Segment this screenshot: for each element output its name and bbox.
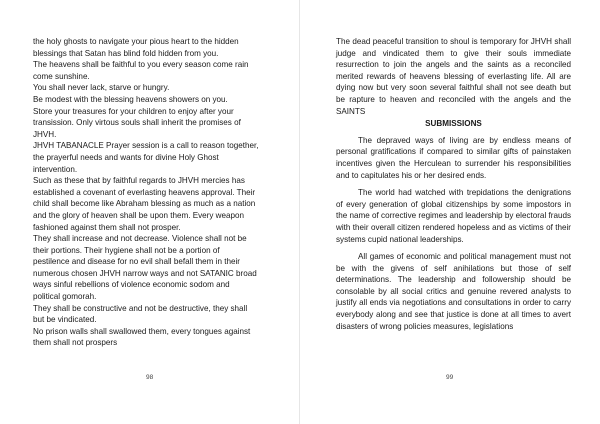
section-heading: SUBMISSIONS (425, 119, 482, 129)
left-line: their portions. Their hygiene shall not be a portion of (33, 245, 220, 255)
right-paragraph: All games of economic and political management must not be with the givens of self anihilations but those of self determinations. The leadership and followership should be consolable by all social critics and genuine revered analysts to justify all ends via negotiations and consultations in order to carry everybody along and see that justice is done at all times to avert disasters of wrong policies measures, legislations (336, 252, 571, 331)
left-line: Store your treasures for your children to enjoy after your (33, 106, 234, 116)
page-number-right: 99 (446, 374, 454, 381)
right-paragraph: The depraved ways of living are by endless means of personal gratifications if compared to similar gifts of painstaken incentives given the Herculean to surrender his responsibilities and to capitulates his or her desired ends. (336, 135, 571, 180)
left-line: They shall increase and not decrease. Violence shall not be (33, 234, 247, 244)
left-line: intervention. (33, 164, 78, 174)
left-line: political gomorah. (33, 292, 97, 302)
left-line: established a covenant of everlasting heavens approval. Their (33, 187, 256, 197)
right-intro-paragraph: The dead peaceful transition to shoul is temporary for JHVH shall judge and vindicated them to give their souls immediate resurrection to join the angels and the saints as a reconciled merited rewards of heavens blessing of everlasting life. All are dying now but very soon several faithful shall not see death but be rapture to heaven and reconciled with the angels and the SAINTS (336, 37, 571, 116)
left-line: No prison walls shall swallowed them, every tongues against (33, 326, 251, 336)
left-line: the prayerful needs and wants for divine Holy Ghost (33, 152, 219, 162)
page-number-left: 98 (146, 374, 154, 381)
left-line: They shall be constructive and not be destructive, they shall (33, 303, 248, 313)
left-line: fashioned against them shall not prosper. (33, 222, 181, 232)
left-line: the holy ghosts to navigate your pious heart to the hidden (33, 37, 239, 46)
left-line: The heavens shall be faithful to you every season come rain (33, 60, 249, 70)
left-line: numerous chosen JHVH narrow ways and not SATANIC broad (33, 268, 257, 278)
right-paragraph: The world had watched with trepidations the denigrations of every generation of global citizenships by some impostors in the name of corrective regimes and leadership by electoral frauds with their overall citizen rendered hopeless and as victims of their systems cupid national leaderships. (336, 188, 571, 244)
left-line: pestilence and disease for no evil shall befall them in their (33, 257, 240, 267)
left-page-text (33, 36, 286, 349)
left-line: Such as these that by faithful regards to JHVH mercies has (33, 176, 245, 186)
left-line: blessings that Satan has blind fold hidden from you. (33, 48, 219, 58)
left-line: and the glory of heaven shall be upon them. Every weapon (33, 210, 245, 220)
left-line: You shall never lack, starve or hungry. (33, 83, 170, 93)
left-line: JHVH. (33, 129, 57, 139)
left-line: come sunshine. (33, 71, 90, 81)
left-line: ways sinful rebellions of violence economic sodom and (33, 280, 230, 290)
right-page (300, 0, 600, 424)
left-line: child shall become like Abraham blessing as much as a nation (33, 199, 256, 209)
left-line: JHVH TABANACLE Prayer session is a call to reason together, (33, 141, 259, 151)
left-line: but be vindicated. (33, 315, 97, 325)
left-line: transission. Only virtous souls shall inherit the promises of (33, 118, 241, 128)
left-line: Be modest with the blessing heavens showers on you. (33, 94, 228, 104)
left-line: them shall not prospers (33, 338, 118, 348)
